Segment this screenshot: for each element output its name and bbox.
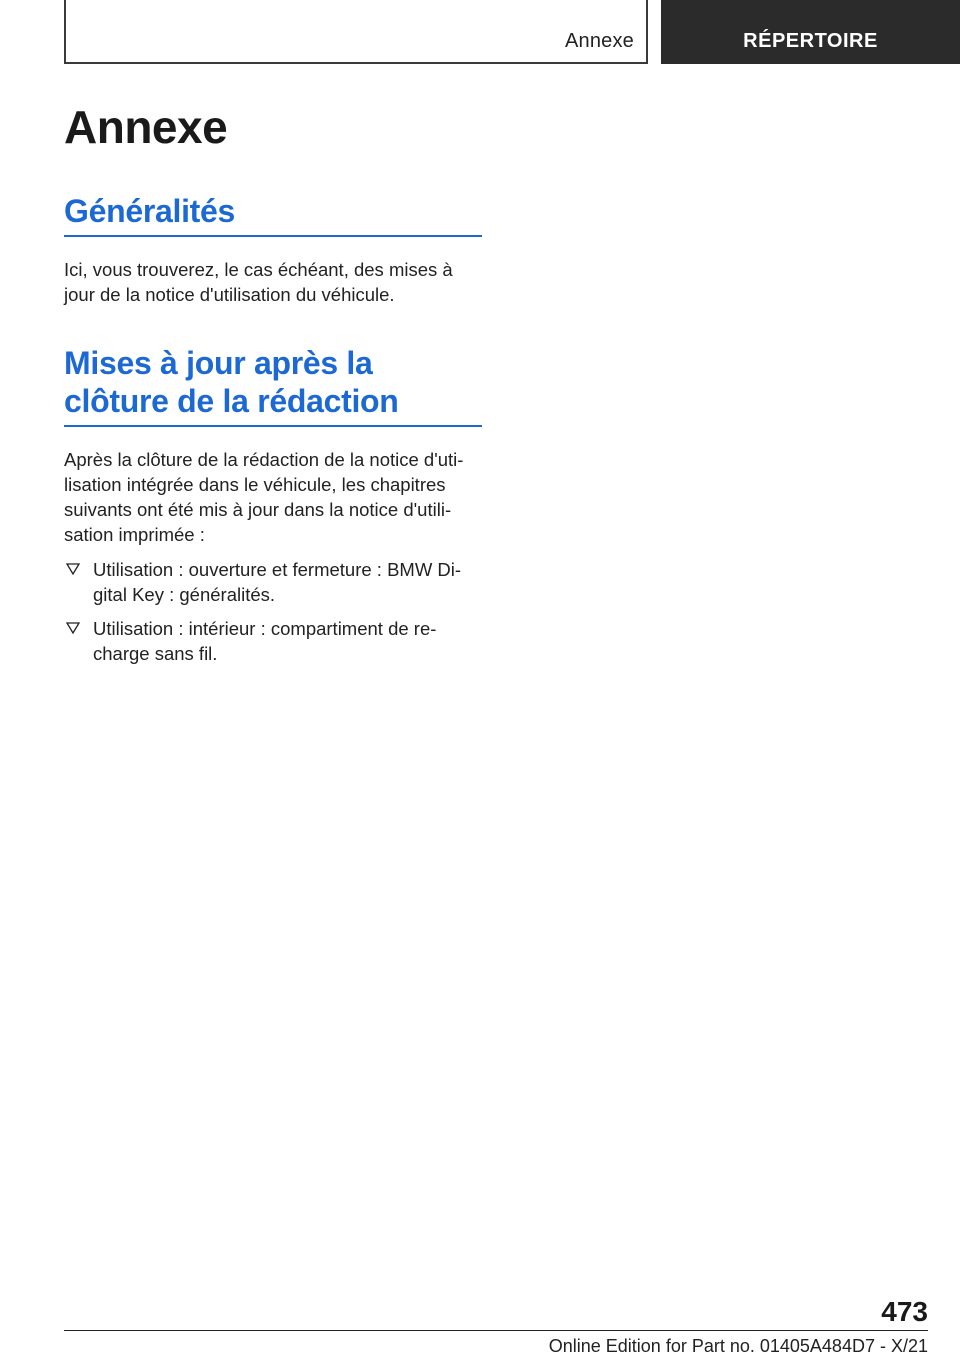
bullet-list bbox=[64, 557, 482, 666]
section-paragraph: Après la clôture de la rédaction de la notice d'utilisation intégrée dans le véhicule, les chapitres suivants ont été mis à jour dans la notice d'utilisation imprimée : bbox=[64, 449, 464, 545]
section-heading bbox=[64, 192, 482, 237]
section-heading bbox=[64, 344, 482, 427]
header-section-label: Annexe bbox=[564, 30, 634, 52]
section-heading-line: Mises à jour après la bbox=[64, 345, 373, 381]
triangle-bullet-icon bbox=[66, 563, 80, 575]
header-index-label: RÉPERTOIRE bbox=[743, 30, 878, 52]
section-heading-line: clôture de la rédaction bbox=[64, 383, 399, 419]
header-index-tab[interactable] bbox=[661, 0, 960, 64]
footer-divider bbox=[64, 1330, 928, 1331]
list-item bbox=[64, 616, 482, 666]
section-generalites bbox=[64, 192, 482, 307]
section-heading-line: Généralités bbox=[64, 193, 236, 229]
footer-edition-text: Online Edition for Part no. 01405A484D7 - X/21 bbox=[548, 1336, 928, 1356]
triangle-bullet-icon bbox=[66, 622, 80, 634]
chapter-title: Annexe bbox=[64, 101, 228, 153]
list-item-text: Utilisation : intérieur : compartiment de recharge sans fil. bbox=[93, 618, 437, 664]
list-item bbox=[64, 557, 482, 607]
section-mises-a-jour bbox=[64, 344, 482, 675]
page-number: 473 bbox=[881, 1296, 928, 1327]
list-item-text: Utilisation : ouverture et fermeture : BMW Digital Key : généralités. bbox=[93, 559, 462, 605]
section-paragraph: Ici, vous trouverez, le cas échéant, des mises à jour de la notice d'utilisation du véhicule. bbox=[64, 259, 453, 305]
header-section-tab[interactable] bbox=[64, 0, 648, 64]
